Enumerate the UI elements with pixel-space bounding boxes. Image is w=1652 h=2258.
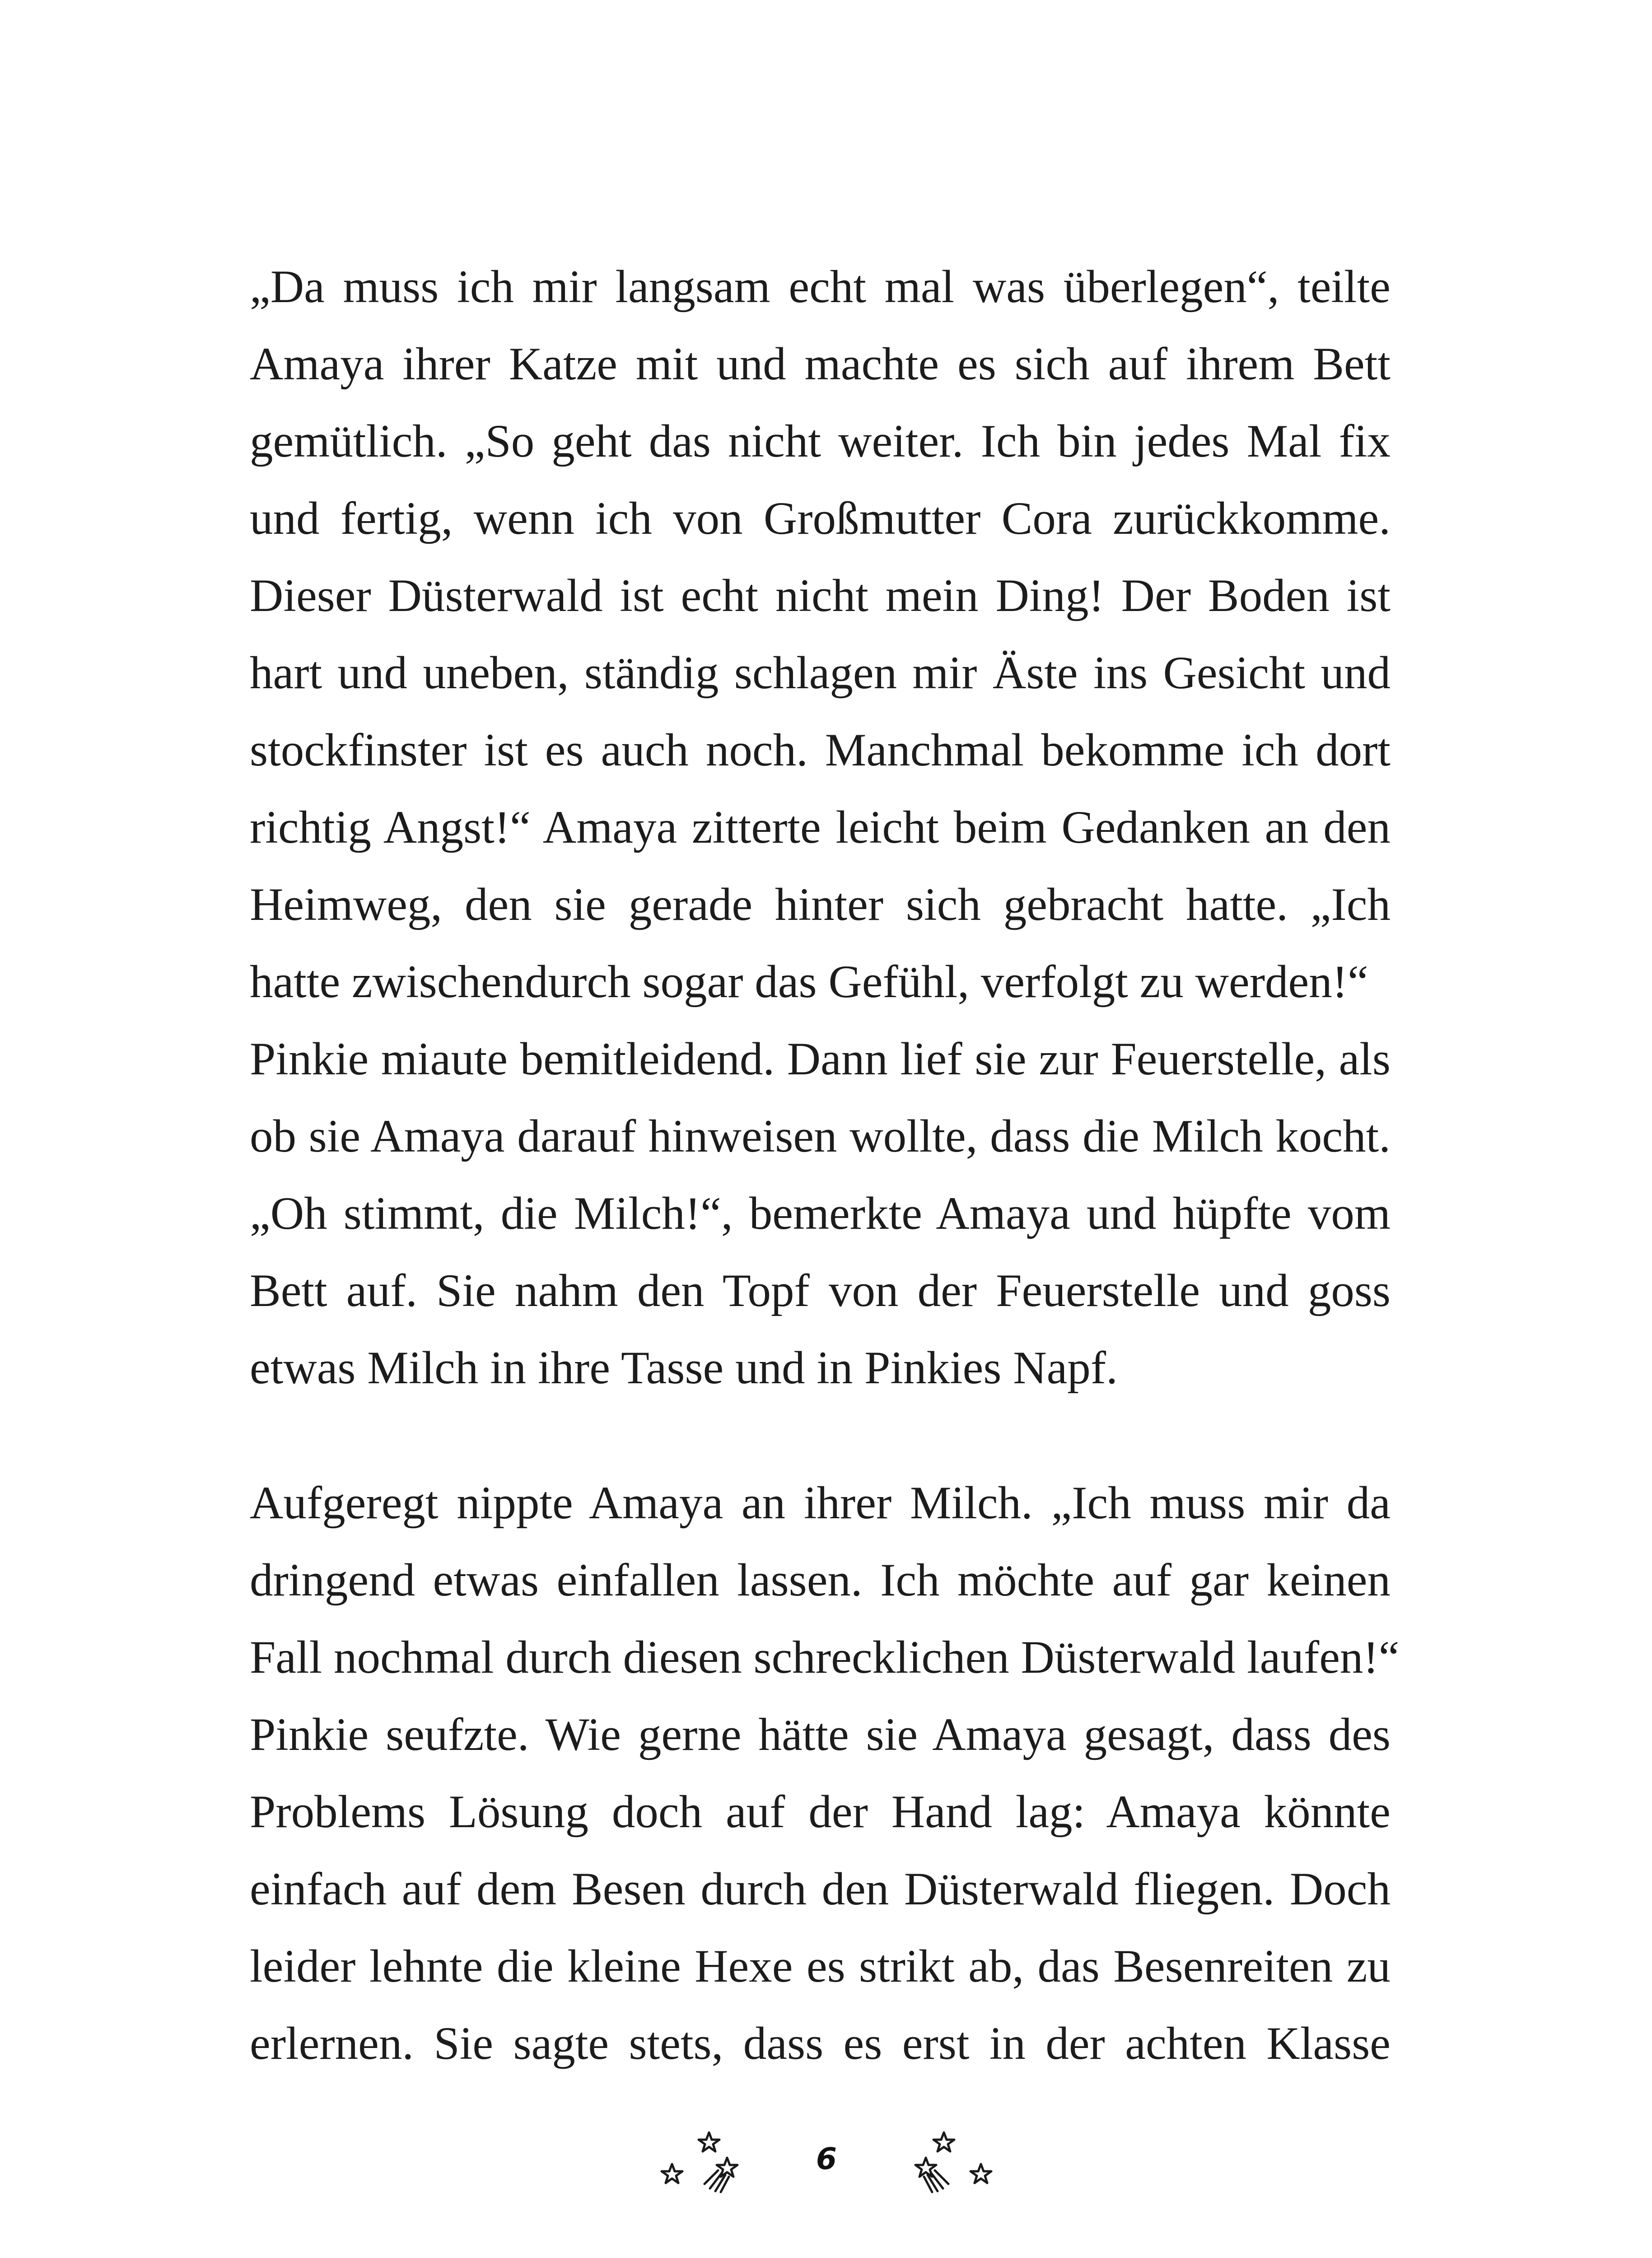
- text-line: Dieser Düsterwald ist echt nicht mein Ding! Der Boden ist: [250, 570, 1391, 621]
- paragraph-2: [250, 1465, 1400, 2082]
- text-line: gemütlich. „So geht das nicht weiter. Ich bin jedes Mal fix: [250, 415, 1391, 467]
- text-line: etwas Milch in ihre Tasse und in Pinkies Napf.: [250, 1342, 1118, 1394]
- text-line: Pinkie seufzte. Wie gerne hätte sie Amaya gesagt, dass des: [250, 1709, 1391, 1760]
- text-line: Bett auf. Sie nahm den Topf von der Feuerstelle und goss: [250, 1265, 1391, 1316]
- text-line: einfach auf dem Besen durch den Düsterwald fliegen. Doch: [250, 1863, 1391, 1915]
- text-line: ob sie Amaya darauf hinweisen wollte, dass die Milch kocht.: [250, 1110, 1391, 1162]
- text-line: stockfinster ist es auch noch. Manchmal bekomme ich dort: [250, 724, 1391, 776]
- text-line: Fall nochmal durch diesen schrecklichen Düsterwald laufen!“: [250, 1632, 1400, 1683]
- paragraph-1: [250, 248, 1391, 1407]
- text-line: Heimweg, den sie gerade hinter sich gebracht hatte. „Ich: [250, 879, 1391, 930]
- text-line: Pinkie miaute bemitleidend. Dann lief sie zur Feuerstelle, als: [250, 1033, 1391, 1085]
- text-line: hart und uneben, ständig schlagen mir Äste ins Gesicht und: [250, 647, 1391, 699]
- shooting-stars-icon: [659, 2123, 759, 2204]
- text-line: dringend etwas einfallen lassen. Ich möchte auf gar keinen: [250, 1554, 1391, 1606]
- text-line: Problems Lösung doch auf der Hand lag: Amaya könnte: [250, 1786, 1391, 1838]
- text-line: „Da muss ich mir langsam echt mal was überlegen“, teilte: [250, 261, 1391, 313]
- page-footer: [659, 2123, 994, 2204]
- text-line: richtig Angst!“ Amaya zitterte leicht beim Gedanken an den: [250, 802, 1391, 853]
- text-line: erlernen. Sie sagte stets, dass es erst in der achten Klasse: [250, 2018, 1391, 2069]
- text-line: Aufgeregt nippte Amaya an ihrer Milch. „Ich muss mir da: [250, 1477, 1391, 1529]
- page-number: 6: [816, 2141, 837, 2176]
- text-line: hatte zwischendurch sogar das Gefühl, verfolgt zu werden!“: [250, 956, 1368, 1008]
- text-line: und fertig, wenn ich von Großmutter Cora zurückkomme.: [250, 493, 1391, 544]
- shooting-stars-icon: [894, 2123, 994, 2204]
- text-line: Amaya ihrer Katze mit und machte es sich auf ihrem Bett: [250, 338, 1391, 390]
- text-line: leider lehnte die kleine Hexe es strikt ab, das Besenreiten zu: [250, 1941, 1391, 1992]
- text-line: „Oh stimmt, die Milch!“, bemerkte Amaya und hüpfte vom: [250, 1188, 1391, 1239]
